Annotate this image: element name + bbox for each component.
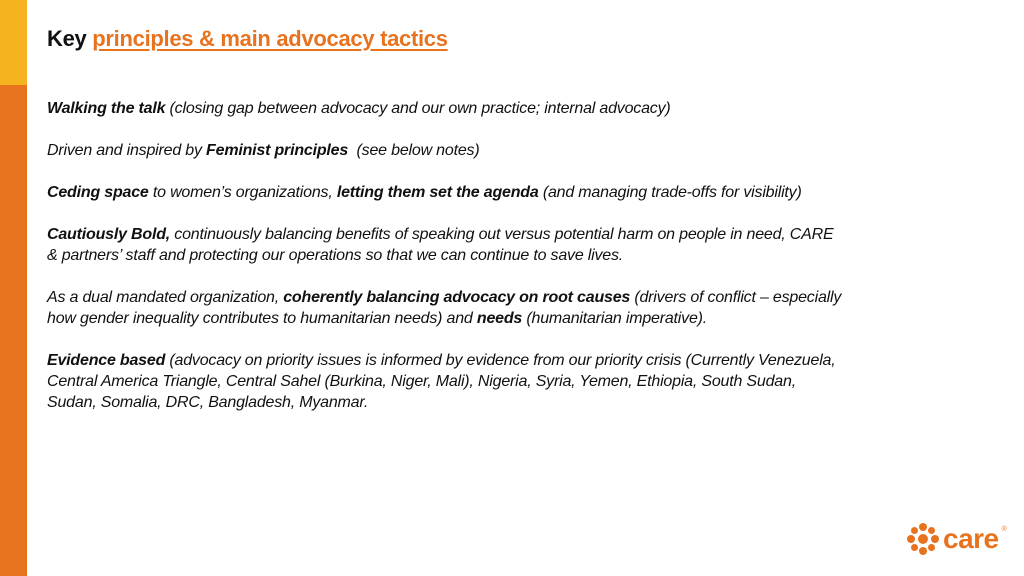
accent-bar-side — [0, 85, 27, 576]
principle-text: continuously balancing benefits of speaking out versus potential harm on people in need, CARE & partners’ staff and protecting our operations so that we can continue to save lives. — [47, 226, 834, 264]
principle-text: Driven and inspired by — [47, 142, 207, 159]
principles-list — [47, 98, 847, 434]
principle-text: (humanitarian imperative). — [522, 310, 708, 327]
principle-heading: Cautiously Bold, — [47, 226, 171, 243]
principle-cautiously-bold — [47, 224, 847, 266]
title-accent: principles & main advocacy tactics — [92, 26, 448, 51]
registered-mark: ® — [1001, 526, 1007, 533]
principle-emphasis: letting them set the agenda — [336, 184, 539, 201]
principle-text: (closing gap between advocacy and our own practice; internal advocacy) — [165, 100, 671, 117]
principle-text: (see below notes) — [348, 142, 480, 159]
principle-text: (advocacy on priority issues is informed by evidence from our priority crisis (Currently Venezuela, Central America Triangle, Central Sahel (Burkina, Niger, Mali), Nigeria, Syria, Yemen, Ethiopia, South Sudan, Sudan, Somalia, DRC, Bangladesh, Myanmar. — [47, 352, 836, 411]
principle-heading: Feminist principles — [206, 142, 349, 159]
logo-wordmark: care — [943, 523, 999, 554]
principle-heading: coherently balancing advocacy on root causes — [283, 289, 631, 306]
principle-text: to women’s organizations, — [148, 184, 337, 201]
principle-dual-mandate — [47, 287, 847, 329]
principle-emphasis: needs — [476, 310, 523, 327]
principle-ceding-space — [47, 182, 847, 203]
principle-text: (and managing trade-offs for visibility) — [538, 184, 802, 201]
principle-heading: Walking the talk — [47, 100, 166, 117]
principle-heading: Ceding space — [47, 184, 149, 201]
slide-title — [47, 26, 448, 52]
accent-bar-top — [0, 0, 27, 85]
principle-evidence-based — [47, 350, 847, 413]
care-logo-icon — [906, 522, 940, 556]
care-logo — [906, 522, 1007, 556]
principle-walking-the-talk — [47, 98, 847, 119]
principle-text: As a dual mandated organization, — [47, 289, 284, 306]
title-prefix: Key — [47, 26, 87, 51]
principle-feminist — [47, 140, 847, 161]
principle-text: (drivers of conflict – especially how gender inequality contributes to humanitarian needs) and — [47, 289, 842, 327]
principle-heading: Evidence based — [47, 352, 166, 369]
